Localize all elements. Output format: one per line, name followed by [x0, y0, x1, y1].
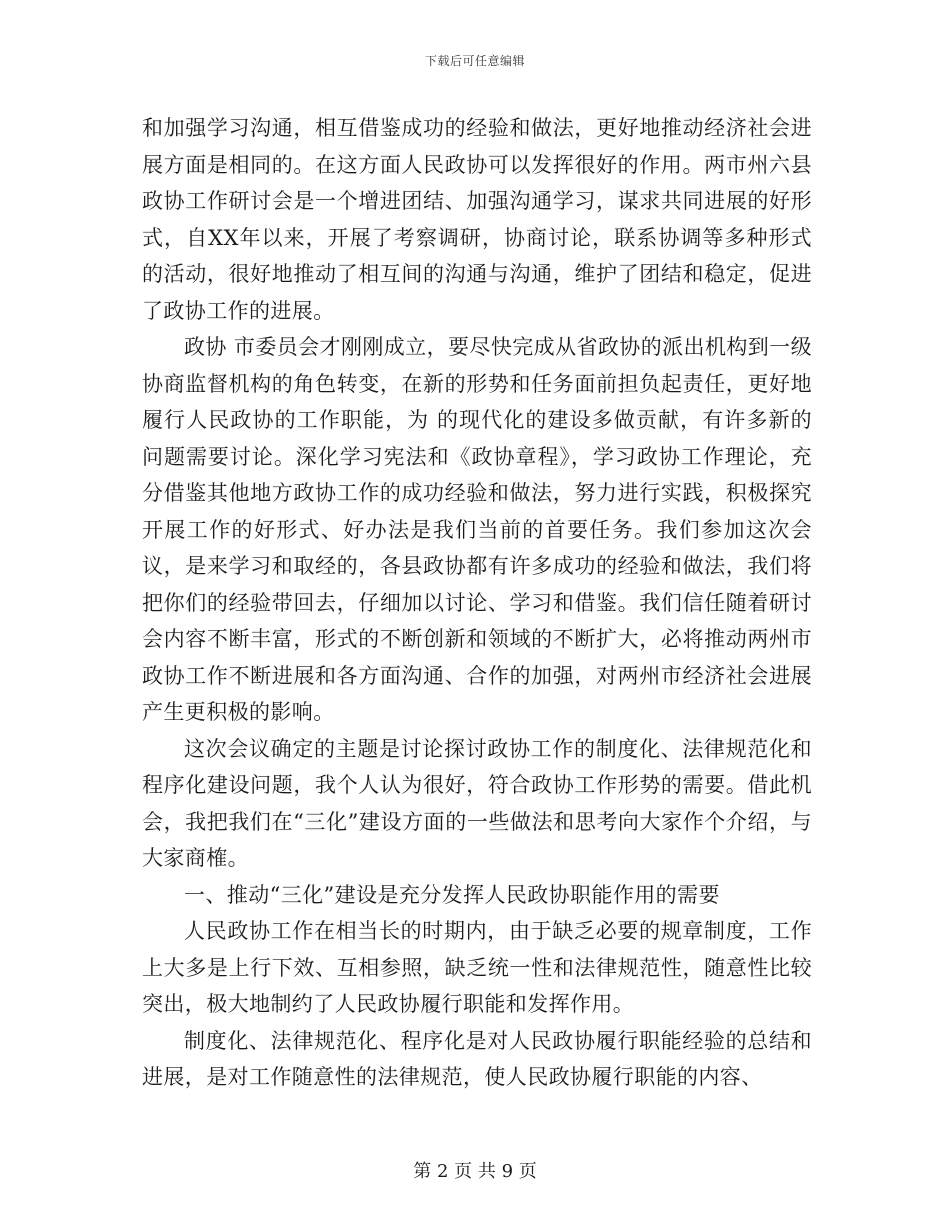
paragraph-1: 和加强学习沟通，相互借鉴成功的经验和做法，更好地推动经济社会进展方面是相同的。在这方面人民政协可以发挥很好的作用。两市州六县政协工作研讨会是一个增进团结、加强沟通学习，谋求共同进展的好形式，自XX年以来，开展了考察调研，协商讨论，联系协调等多种形式的活动，很好地推动了相互间的沟通与沟通，维护了团结和稳定，促进了政协工作的进展。	[142, 116, 812, 323]
paragraph-4: 人民政协工作在相当长的时期内，由于缺乏必要的规章制度，工作上大多是上行下效、互相参照，缺乏统一性和法律规范性，随意性比较突出，极大地制约了人民政协履行职能和发挥作用。	[142, 919, 812, 1016]
paragraph-5: 制度化、法律规范化、程序化是对人民政协履行职能经验的总结和进展，是对工作随意性的法律规范，使人民政协履行职能的内容、	[142, 1028, 812, 1089]
section-heading-1: 一、推动“三化”建设是充分发挥人民政协职能作用的需要	[184, 882, 720, 907]
page-header-note: 下载后可任意编辑	[424, 54, 525, 68]
document-body	[142, 110, 812, 1096]
page-number: 第 2 页 共 9 页	[413, 1161, 537, 1182]
paragraph-3: 这次会议确定的主题是讨论探讨政协工作的制度化、法律规范化和程序化建设问题，我个人认为很好，符合政协工作形势的需要。借此机会，我把我们在“三化”建设方面的一些做法和思考向大家作个介绍，与大家商榷。	[142, 736, 812, 870]
paragraph-2: 政协 市委员会才刚刚成立，要尽快完成从省政协的派出机构到一级协商监督机构的角色转变，在新的形势和任务面前担负起责任，更好地履行人民政协的工作职能，为 的现代化的建设多做贡献，有许多新的问题需要讨论。深化学习宪法和《政协章程》，学习政协工作理论，充分借鉴其他地方政协工作的成功经验和做法，努力进行实践，积极探究开展工作的好形式、好办法是我们当前的首要任务。我们参加这次会议，是来学习和取经的，各县政协都有许多成功的经验和做法，我们将把你们的经验带回去，仔细加以讨论、学习和借鉴。我们信任随着研讨会内容不断丰富，形式的不断创新和领域的不断扩大，必将推动两州市政协工作不断进展和各方面沟通、合作的加强，对两州市经济社会进展产生更积极的影响。	[142, 335, 812, 724]
